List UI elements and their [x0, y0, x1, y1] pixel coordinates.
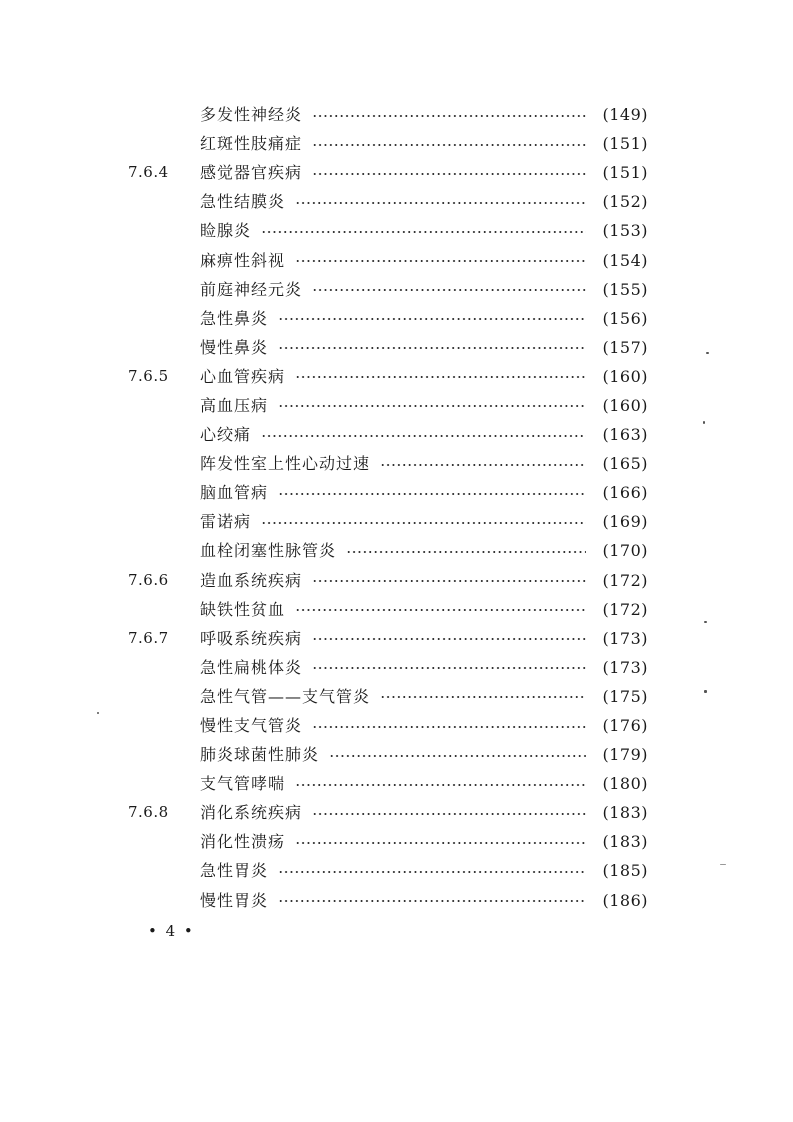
table-of-contents: [128, 100, 648, 915]
toc-entry-row: [128, 100, 648, 129]
dot-leader: [278, 900, 586, 902]
entry-title: 慢性鼻炎: [200, 337, 269, 357]
section-number: 7.6.6: [128, 570, 169, 589]
section-number: 7.6.7: [128, 628, 169, 647]
toc-entry-row: [128, 682, 648, 711]
dot-leader: [312, 667, 586, 669]
toc-entry-row: [128, 391, 648, 420]
entry-title: 急性结膜炎: [200, 192, 286, 212]
entry-title: 脑血管病: [200, 483, 269, 503]
dot-leader: [295, 609, 586, 611]
page-reference: (183): [602, 803, 648, 823]
dot-leader: [261, 522, 586, 524]
page-reference: (180): [602, 774, 648, 794]
entry-title: 阵发性室上性心动过速: [200, 454, 371, 474]
toc-entry-row: [128, 333, 648, 362]
page-reference: (166): [602, 483, 648, 503]
scan-speck: [704, 690, 707, 693]
page-reference: (173): [602, 628, 648, 648]
dot-leader: [380, 696, 586, 698]
entry-title: 消化系统疾病: [200, 803, 303, 823]
toc-entry-row: [128, 595, 648, 624]
section-number: 7.6.4: [128, 163, 169, 182]
page-reference: (165): [602, 454, 648, 474]
toc-section-row: [128, 624, 648, 653]
dot-leader: [312, 726, 586, 728]
toc-entry-row: [128, 827, 648, 856]
entry-title: 急性气管——支气管炎: [200, 686, 371, 706]
entry-title: 急性胃炎: [200, 861, 269, 881]
entry-title: 支气管哮喘: [200, 774, 286, 794]
entry-title: 慢性胃炎: [200, 890, 269, 910]
page-reference: (155): [602, 279, 648, 299]
entry-title: 心血管疾病: [200, 366, 286, 386]
page-reference: (186): [602, 890, 648, 910]
dot-leader: [278, 347, 586, 349]
dot-leader: [312, 173, 586, 175]
toc-section-row: [128, 158, 648, 187]
entry-title: 红斑性肢痛症: [200, 134, 303, 154]
toc-entry-row: [128, 507, 648, 536]
toc-entry-row: [128, 216, 648, 245]
toc-section-row: [128, 566, 648, 595]
page-reference: (151): [602, 134, 648, 154]
dot-leader: [312, 580, 586, 582]
dot-leader: [312, 115, 586, 117]
entry-title: 慢性支气管炎: [200, 716, 303, 736]
toc-entry-row: [128, 711, 648, 740]
toc-entry-row: [128, 187, 648, 216]
dot-leader: [346, 551, 586, 553]
toc-entry-row: [128, 740, 648, 769]
entry-title: 缺铁性贫血: [200, 599, 286, 619]
page-reference: (170): [602, 541, 648, 561]
page-reference: (169): [602, 512, 648, 532]
scan-speck: [706, 352, 709, 354]
dot-leader: [295, 260, 586, 262]
dot-leader: [261, 435, 586, 437]
entry-title: 睑腺炎: [200, 221, 252, 241]
section-number: 7.6.8: [128, 803, 169, 822]
toc-entry-row: [128, 653, 648, 682]
scan-speck: [704, 621, 707, 623]
entry-title: 造血系统疾病: [200, 570, 303, 590]
page-reference: (183): [602, 832, 648, 852]
dot-leader: [295, 376, 586, 378]
dot-leader: [278, 405, 586, 407]
toc-entry-row: [128, 420, 648, 449]
dot-leader: [295, 842, 586, 844]
scan-speck: [97, 712, 99, 714]
toc-entry-row: [128, 478, 648, 507]
dot-leader: [312, 813, 586, 815]
page-reference: (152): [602, 192, 648, 212]
page-reference: (157): [602, 337, 648, 357]
page-number: • 4 •: [148, 922, 195, 940]
page-reference: (175): [602, 686, 648, 706]
page-reference: (179): [602, 745, 648, 765]
entry-title: 急性扁桃体炎: [200, 657, 303, 677]
page-reference: (154): [602, 250, 648, 270]
entry-title: 麻痹性斜视: [200, 250, 286, 270]
dot-leader: [278, 318, 586, 320]
page-reference: (172): [602, 570, 648, 590]
entry-title: 高血压病: [200, 395, 269, 415]
page-reference: (163): [602, 425, 648, 445]
page-reference: (156): [602, 308, 648, 328]
dot-leader: [295, 784, 586, 786]
entry-title: 前庭神经元炎: [200, 279, 303, 299]
entry-title: 血栓闭塞性脉管炎: [200, 541, 337, 561]
toc-section-row: [128, 362, 648, 391]
dot-leader: [329, 755, 586, 757]
page-reference: (173): [602, 657, 648, 677]
toc-entry-row: [128, 769, 648, 798]
toc-entry-row: [128, 304, 648, 333]
toc-entry-row: [128, 536, 648, 565]
dot-leader: [295, 202, 586, 204]
page-reference: (172): [602, 599, 648, 619]
page-reference: (151): [602, 163, 648, 183]
scan-speck: [720, 864, 726, 865]
toc-entry-row: [128, 275, 648, 304]
dot-leader: [380, 464, 586, 466]
dot-leader: [278, 493, 586, 495]
toc-entry-row: [128, 129, 648, 158]
entry-title: 呼吸系统疾病: [200, 628, 303, 648]
page-reference: (149): [602, 105, 648, 125]
entry-title: 雷诺病: [200, 512, 252, 532]
dot-leader: [278, 871, 586, 873]
page-reference: (153): [602, 221, 648, 241]
dot-leader: [261, 231, 586, 233]
toc-section-row: [128, 798, 648, 827]
scan-speck: [703, 421, 705, 424]
entry-title: 肺炎球菌性肺炎: [200, 745, 320, 765]
page-reference: (160): [602, 395, 648, 415]
toc-entry-row: [128, 449, 648, 478]
entry-title: 消化性溃疡: [200, 832, 286, 852]
dot-leader: [312, 638, 586, 640]
page-reference: (160): [602, 366, 648, 386]
entry-title: 感觉器官疾病: [200, 163, 303, 183]
entry-title: 多发性神经炎: [200, 105, 303, 125]
section-number: 7.6.5: [128, 366, 169, 385]
entry-title: 心绞痛: [200, 425, 252, 445]
dot-leader: [312, 289, 586, 291]
toc-entry-row: [128, 856, 648, 885]
toc-entry-row: [128, 886, 648, 915]
page-reference: (176): [602, 716, 648, 736]
entry-title: 急性鼻炎: [200, 308, 269, 328]
toc-entry-row: [128, 245, 648, 274]
dot-leader: [312, 144, 586, 146]
page-reference: (185): [602, 861, 648, 881]
